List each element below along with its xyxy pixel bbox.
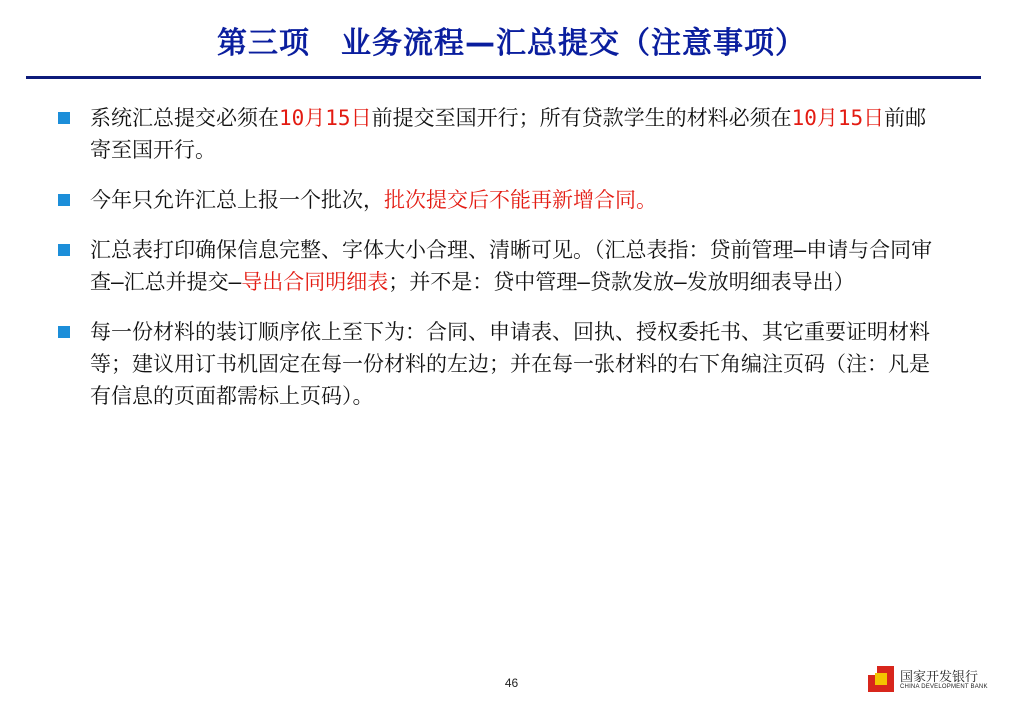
highlight-text: 导出合同明细表 — [241, 270, 389, 294]
square-bullet-icon — [58, 112, 70, 124]
cdb-logo-icon — [868, 666, 894, 692]
square-bullet-icon — [58, 326, 70, 338]
highlight-text: 批次提交后不能再新增合同。 — [384, 188, 657, 212]
text-segment: 今年只允许汇总上报一个批次， — [90, 188, 384, 212]
text-segment: ；并不是：贷中管理—贷款发放—发放明细表导出） — [388, 270, 855, 294]
bank-logo — [868, 664, 988, 696]
highlight-text: 10月15日 — [279, 106, 372, 130]
title-divider — [26, 76, 981, 79]
slide-title: 第三项 业务流程—汇总提交（注意事项） — [217, 26, 806, 61]
text-segment: 每一份材料的装订顺序依上至下为：合同、申请表、回执、授权委托书、其它重要证明材料等；建议用订书机固定在每一份材料的左边；并在每一张材料的右下角编注页码（注：凡是有信息的页面都需标上页码）。 — [90, 320, 930, 408]
square-bullet-icon — [58, 244, 70, 256]
bullet-list — [58, 102, 938, 430]
square-bullet-icon — [58, 194, 70, 206]
text-segment: 系统汇总提交必须在 — [90, 106, 279, 130]
highlight-text: 10月15日 — [791, 106, 885, 130]
bullet-item — [58, 102, 938, 166]
bullet-item — [58, 184, 938, 216]
text-segment: 前提交至国开行；所有贷款学生的材料必须在 — [371, 106, 792, 130]
bullet-item — [58, 234, 938, 298]
text-segment: 前邮寄至国开行。 — [90, 106, 927, 162]
logo-name-en: CHINA DEVELOPMENT BANK — [900, 684, 988, 690]
bullet-item — [58, 316, 938, 412]
page-number: 46 — [504, 676, 519, 690]
logo-name-cn: 国家开发银行 — [900, 670, 979, 685]
text-segment: 汇总表打印确保信息完整、字体大小合理、清晰可见。（汇总表指：贷前管理—申请与合同审查—汇总并提交— — [90, 238, 933, 294]
